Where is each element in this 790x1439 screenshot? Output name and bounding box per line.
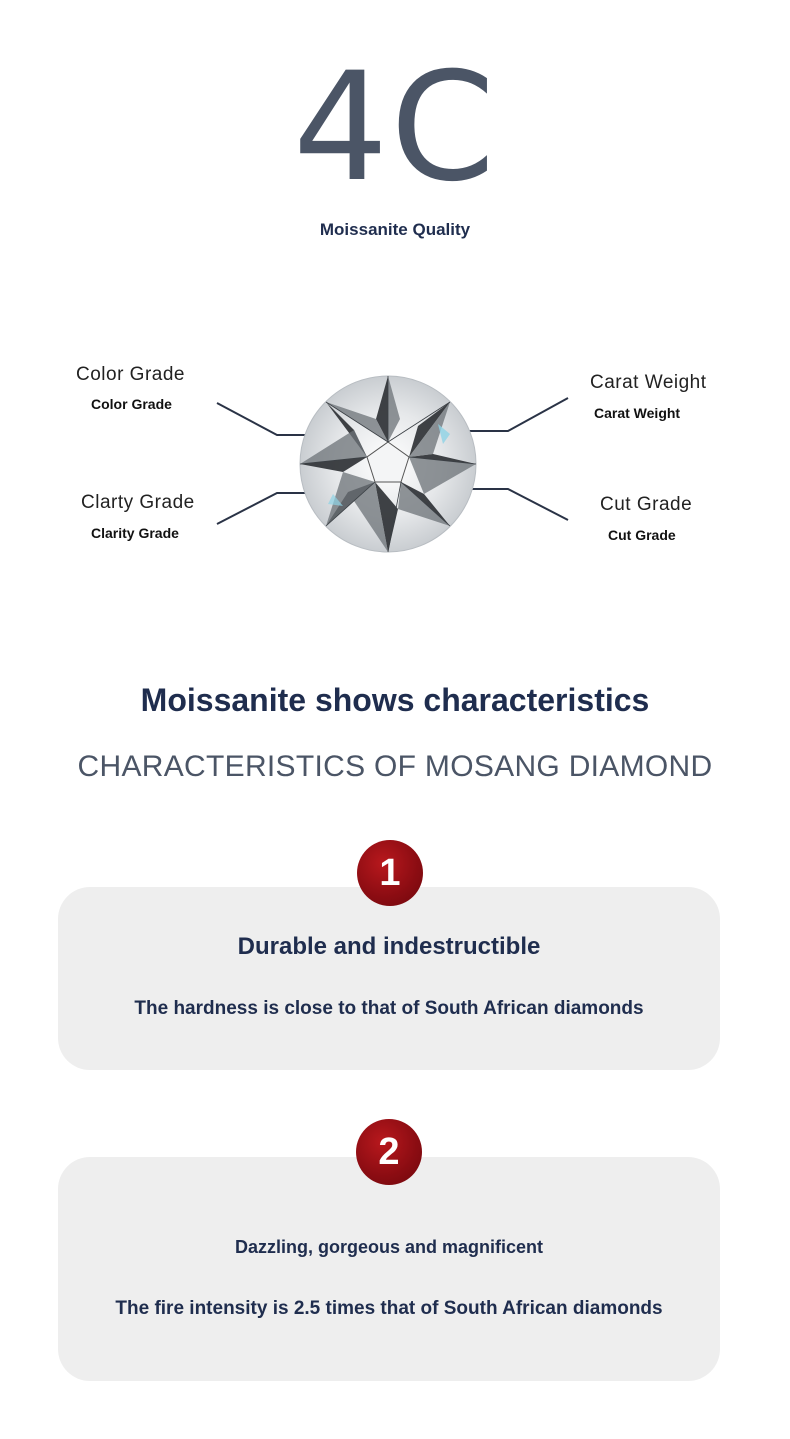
carat-weight-label: Carat Weight (590, 372, 707, 393)
color-connector (217, 403, 308, 435)
clarity-connector (217, 493, 308, 524)
card-2-text: The fire intensity is 2.5 times that of South African diamonds (115, 1298, 663, 1319)
hero-title: 4C (292, 41, 498, 215)
card-1-text: The hardness is close to that of South African diamonds (134, 998, 644, 1019)
cut-connector (468, 489, 568, 520)
number-badge-1: 1 (357, 840, 423, 906)
color-grade-label: Color Grade (76, 364, 185, 385)
cut-grade-sublabel: Cut Grade (608, 527, 676, 543)
card-1-heading: Durable and indestructible (237, 933, 541, 960)
card-2-heading: Dazzling, gorgeous and magnificent (234, 1237, 544, 1257)
cut-grade-label: Cut Grade (600, 494, 693, 515)
characteristic-card-1 (58, 887, 720, 1070)
color-grade-sublabel: Color Grade (91, 396, 172, 412)
clarity-grade-sublabel: Clarity Grade (91, 525, 179, 541)
carat-weight-sublabel: Carat Weight (594, 405, 681, 421)
clarity-grade-label: Clarty Grade (81, 492, 195, 513)
number-badge-2: 2 (356, 1119, 422, 1185)
characteristic-card-2 (58, 1157, 720, 1381)
carat-connector (468, 398, 568, 431)
hero-subtitle: Moissanite Quality (319, 220, 471, 239)
section-title: Moissanite shows characteristics (140, 682, 650, 718)
section-subtitle: CHARACTERISTICS OF MOSANG DIAMOND (77, 750, 713, 783)
diamond-icon (300, 376, 476, 552)
